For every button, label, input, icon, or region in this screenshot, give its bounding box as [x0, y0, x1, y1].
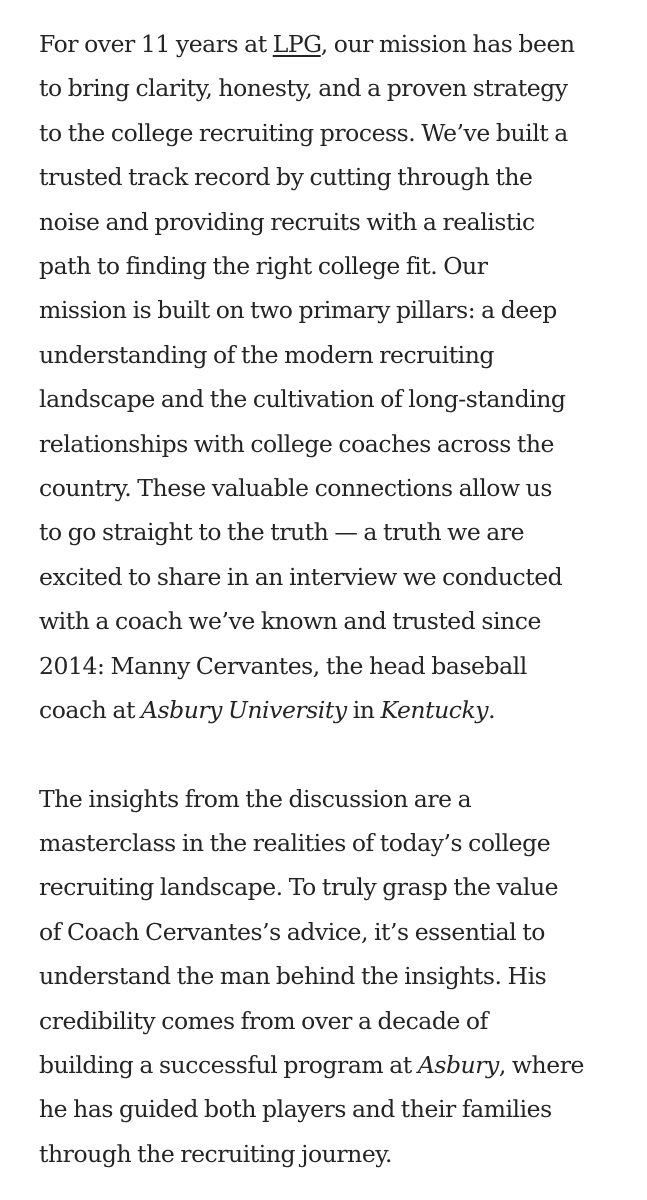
text-line: recruiting landscape. To truly grasp the value [39, 873, 559, 902]
text-line: path to finding the right college fit. Our [39, 252, 488, 281]
text-line: to bring clarity, honesty, and a proven strategy [39, 74, 568, 103]
text-line: building a successful program at Asbury, where [39, 1050, 584, 1079]
text-line: credibility comes from over a decade of [39, 1006, 488, 1035]
text-line: he has guided both players and their families [39, 1095, 552, 1124]
emphasis-asbury: Asbury [417, 1050, 499, 1079]
emphasis-asbury-university: Asbury University [140, 696, 347, 725]
text-line: through the recruiting journey. [39, 1139, 393, 1168]
text-line: noise and providing recruits with a realistic [39, 207, 535, 236]
text-line: 2014: Manny Cervantes, the head baseball [39, 651, 527, 680]
text-line: relationships with college coaches across the [39, 429, 554, 458]
text-line: understand the man behind the insights. His [39, 962, 547, 991]
text-line: trusted track record by cutting through the [39, 163, 533, 192]
article-body [39, 22, 619, 1176]
paragraph-mission [39, 22, 619, 733]
text-line: to go straight to the truth — a truth we are [39, 518, 525, 547]
text-line: excited to share in an interview we conducted [39, 562, 563, 591]
text-line: of Coach Cervantes’s advice, it’s essential to [39, 917, 545, 946]
text-line: landscape and the cultivation of long-standing [39, 385, 566, 414]
text-line: For over 11 years at LPG, our mission has been [39, 30, 575, 58]
text-line: coach at Asbury University in Kentucky. [39, 696, 496, 725]
text-line: mission is built on two primary pillars: a deep [39, 296, 557, 325]
text-line: masterclass in the realities of today’s college [39, 828, 551, 857]
emphasis-kentucky: Kentucky [380, 696, 489, 725]
lpg-link[interactable]: LPG [272, 30, 321, 58]
text-line: understanding of the modern recruiting [39, 340, 495, 369]
paragraph-insights [39, 777, 619, 1177]
text-line: The insights from the discussion are a [39, 784, 472, 813]
text-line: with a coach we’ve known and trusted since [39, 607, 541, 636]
text-line: country. These valuable connections allow us [39, 474, 552, 503]
text-line: to the college recruiting process. We’ve built a [39, 118, 568, 147]
